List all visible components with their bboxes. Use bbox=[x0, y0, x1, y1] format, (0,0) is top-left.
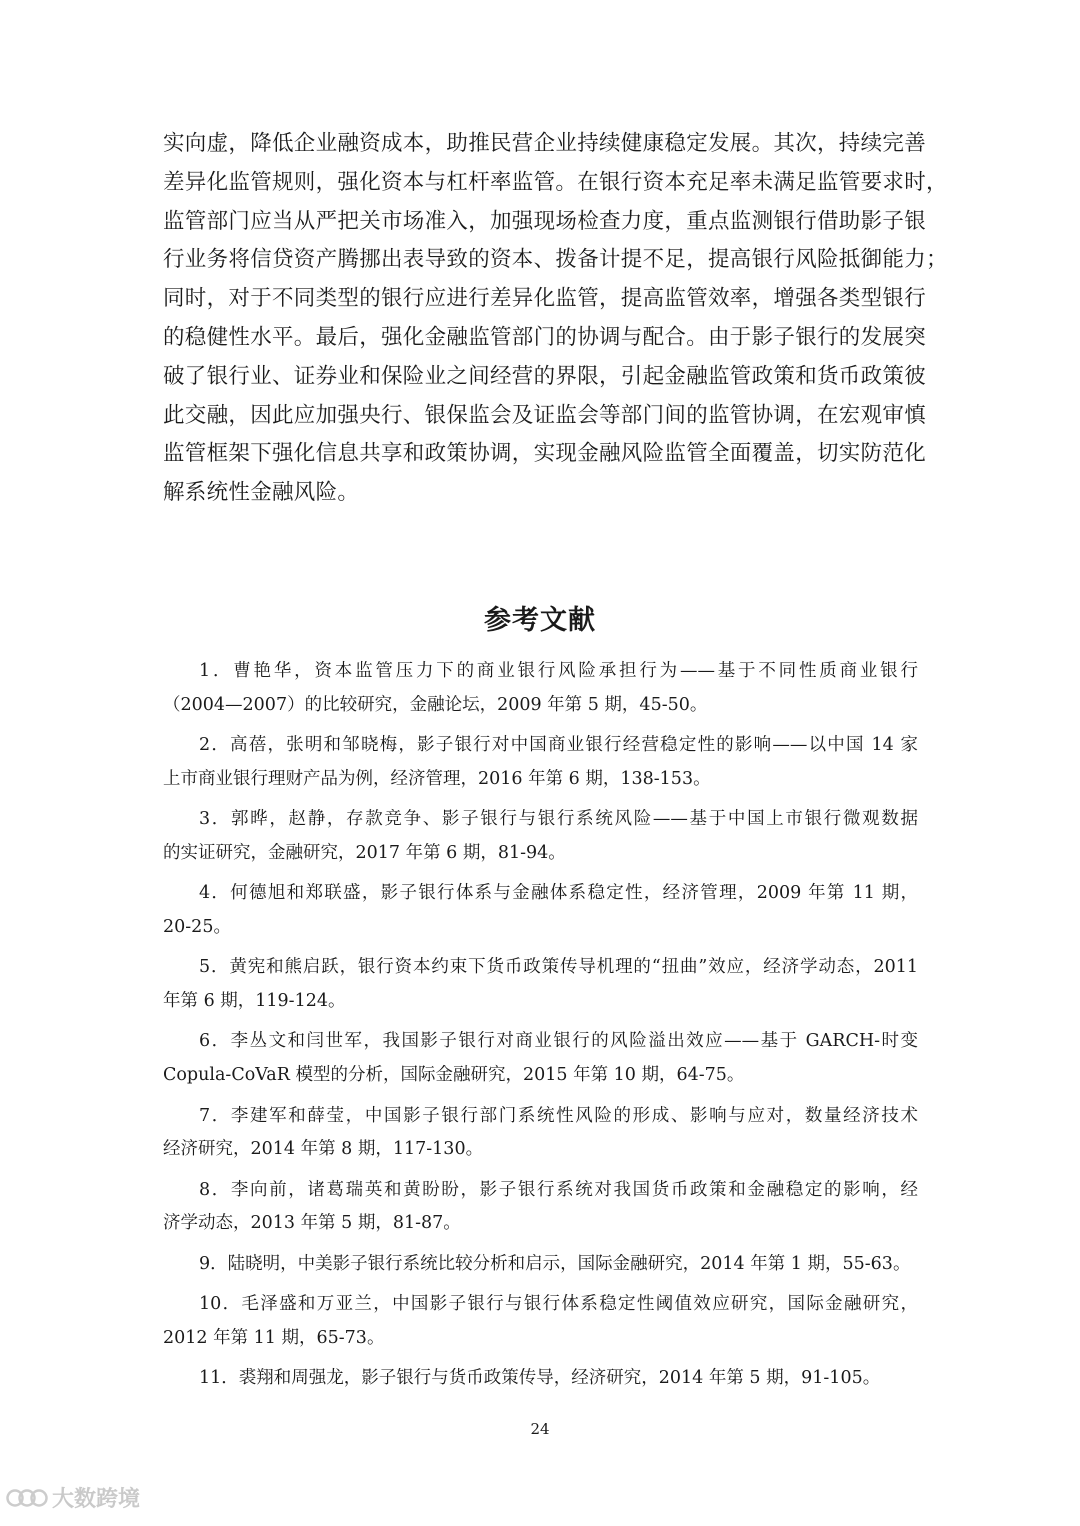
reference-line: 6．李丛文和闫世军，我国影子银行对商业银行的风险溢出效应——基于 GARCH-时变 bbox=[199, 1031, 918, 1052]
body-line: 差异化监管规则，强化资本与杠杆率监管。在银行资本充足率未满足监管要求时， bbox=[163, 169, 948, 195]
reference-line: 8．李向前，诸葛瑞英和黄盼盼，影子银行系统对我国货币政策和金融稳定的影响，经 bbox=[199, 1179, 918, 1200]
body-line: 的稳健性水平。最后，强化金融监管部门的协调与配合。由于影子银行的发展突 bbox=[163, 324, 927, 350]
body-line: 同时，对于不同类型的银行应进行差异化监管，提高监管效率，增强各类型银行 bbox=[163, 286, 927, 312]
reference-item bbox=[163, 803, 918, 871]
reference-line: 年第 6 期，119-124。 bbox=[163, 991, 346, 1012]
reference-line: 9．陆晓明，中美影子银行系统比较分析和启示，国际金融研究，2014 年第 1 期，55-63。 bbox=[199, 1253, 911, 1274]
reference-item bbox=[163, 951, 918, 1019]
body-line: 行业务将信贷资产腾挪出表导致的资本、拨备计提不足，提高银行风险抵御能力； bbox=[163, 247, 948, 273]
reference-line: 7．李建军和薛莹，中国影子银行部门系统性风险的形成、影响与应对，数量经济技术 bbox=[199, 1105, 918, 1126]
reference-item bbox=[163, 1174, 918, 1242]
reference-line: 11．裘翔和周强龙，影子银行与货币政策传导，经济研究，2014 年第 5 期，91-105。 bbox=[199, 1368, 881, 1389]
reference-item bbox=[163, 729, 918, 797]
references-title: 参考文献 bbox=[484, 605, 596, 636]
reference-line: 3．郭晔，赵静，存款竞争、影子银行与银行系统风险——基于中国上市银行微观数据 bbox=[199, 809, 918, 830]
reference-line: 的实证研究，金融研究，2017 年第 6 期，81-94。 bbox=[163, 842, 566, 863]
reference-item bbox=[163, 1025, 918, 1093]
reference-line: 1．曹艳华，资本监管压力下的商业银行风险承担行为——基于不同性质商业银行 bbox=[199, 661, 918, 681]
reference-line: （2004—2007）的比较研究，金融论坛，2009 年第 5 期，45-50。 bbox=[163, 694, 708, 715]
body-line: 监管部门应当从严把关市场准入，加强现场检查力度，重点监测银行借助影子银 bbox=[163, 208, 927, 234]
reference-line: 4．何德旭和郑联盛，影子银行体系与金融体系稳定性，经济管理，2009 年第 11 期， bbox=[199, 883, 918, 904]
reference-line: 20-25。 bbox=[163, 917, 231, 938]
body-line: 实向虚，降低企业融资成本，助推民营企业持续健康稳定发展。其次，持续完善 bbox=[163, 131, 927, 156]
body-line: 破了银行业、证券业和保险业之间经营的界限，引起金融监管政策和货币政策彼 bbox=[163, 363, 927, 389]
page-number: 24 bbox=[530, 1420, 550, 1438]
reference-item bbox=[163, 1362, 918, 1396]
reference-line: 济学动态，2013 年第 5 期，81-87。 bbox=[163, 1213, 461, 1234]
body-line: 解系统性金融风险。 bbox=[163, 480, 360, 506]
reference-item bbox=[163, 1248, 918, 1282]
reference-item bbox=[163, 1100, 918, 1168]
watermark bbox=[6, 1482, 140, 1513]
reference-line: 10．毛泽盛和万亚兰，中国影子银行与银行体系稳定性阈值效应研究，国际金融研究， bbox=[199, 1294, 918, 1315]
reference-line: 经济研究，2014 年第 8 期，117-130。 bbox=[163, 1139, 484, 1160]
body-paragraph bbox=[163, 125, 948, 513]
reference-line: Copula-CoVaR 模型的分析，国际金融研究，2015 年第 10 期，64-75。 bbox=[163, 1065, 745, 1086]
body-line: 监管框架下强化信息共享和政策协调，实现金融风险监管全面覆盖，切实防范化 bbox=[163, 441, 927, 467]
brand-logo-icon bbox=[6, 1485, 48, 1511]
reference-line: 2012 年第 11 期，65-73。 bbox=[163, 1327, 385, 1348]
body-line: 此交融，因此应加强央行、银保监会及证监会等部门间的监管协调，在宏观审慎 bbox=[163, 402, 927, 428]
reference-line: 上市商业银行理财产品为例，经济管理，2016 年第 6 期，138-153。 bbox=[163, 768, 711, 789]
reference-item bbox=[163, 655, 918, 723]
reference-line: 2．高蓓，张明和邹晓梅，影子银行对中国商业银行经营稳定性的影响——以中国 14 家 bbox=[199, 735, 918, 756]
references-list bbox=[163, 655, 918, 1402]
reference-item bbox=[163, 1288, 918, 1356]
watermark-text: 大数跨境 bbox=[52, 1487, 141, 1512]
reference-item bbox=[163, 877, 918, 945]
reference-line: 5．黄宪和熊启跃，银行资本约束下货币政策传导机理的“扭曲”效应，经济学动态，2011 bbox=[199, 957, 918, 978]
